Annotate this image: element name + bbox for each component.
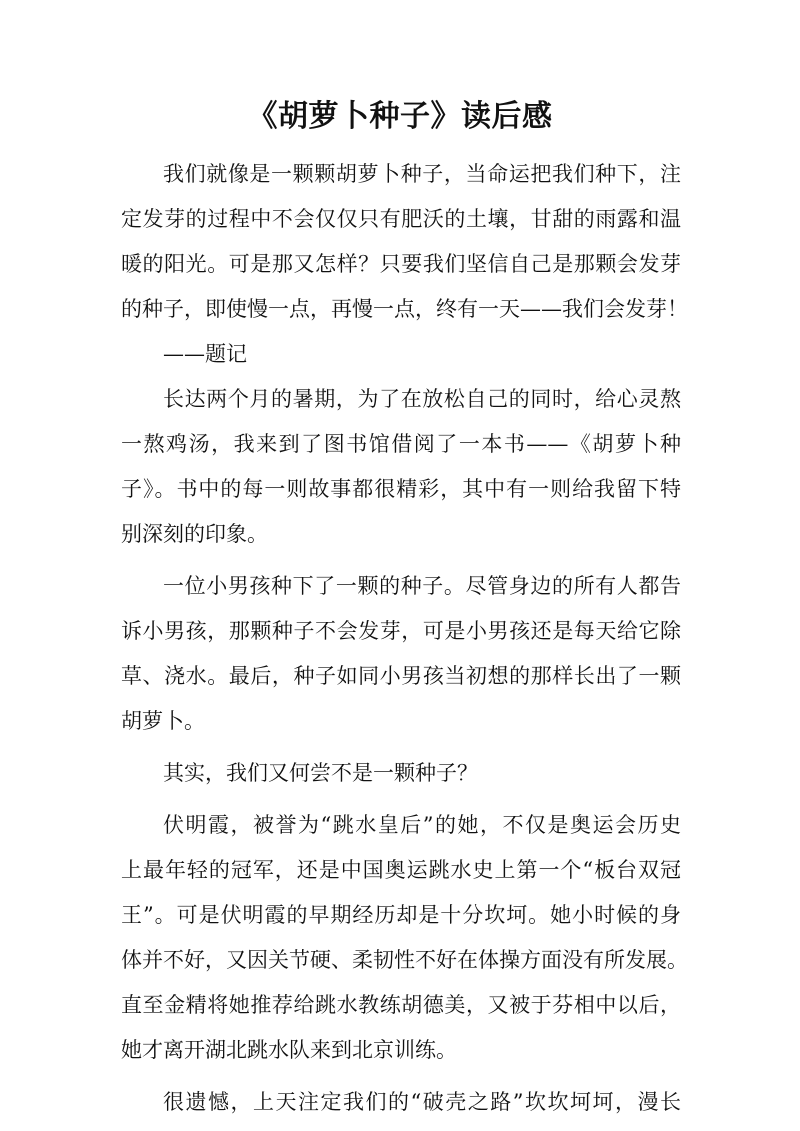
- epigraph-attribution: ——题记: [163, 342, 247, 366]
- text-line: 一熬鸡汤，我来到了图书馆借阅了一本书——《胡萝卜种: [121, 432, 681, 456]
- text-line: 草、浇水。最后，种子如同小男孩当初想的那样长出了一颗: [121, 664, 681, 688]
- text-line: 别深刻的印象。: [121, 522, 268, 546]
- text-line: 定发芽的过程中不会仅仅只有肥沃的土壤，甘甜的雨露和温: [121, 207, 681, 231]
- text-line: 子》。书中的每一则故事都很精彩，其中有一则给我留下特: [121, 477, 681, 501]
- text-line: 诉小男孩，那颗种子不会发芽，可是小男孩还是每天给它除: [121, 619, 681, 643]
- document-title: 《胡萝卜种子》读后感: [247, 99, 553, 134]
- text-line: 我们就像是一颗颗胡萝卜种子，当命运把我们种下，注: [163, 162, 681, 186]
- text-line: 上最年轻的冠军，还是中国奥运跳水史上第一个“板台双冠: [121, 858, 681, 882]
- text-line: 一位小男孩种下了一颗的种子。尽管身边的所有人都告: [163, 574, 681, 598]
- document-body: [121, 152, 688, 1125]
- text-line: 胡萝卜。: [121, 709, 205, 733]
- text-line: 直至金精将她推荐给跳水教练胡德美，又被于芬相中以后，: [121, 993, 681, 1017]
- text-line: 体并不好，又因关节硬、柔韧性不好在体操方面没有所发展。: [121, 948, 688, 972]
- text-line: 很遗憾，上天注定我们的“破壳之路”坎坎坷坷，漫长: [163, 1090, 681, 1114]
- text-line: 伏明霞，被誉为“跳水皇后”的她，不仅是奥运会历史: [163, 813, 681, 837]
- text-line: 王”。可是伏明霞的早期经历却是十分坎坷。她小时候的身: [121, 903, 681, 927]
- text-line: 长达两个月的暑期，为了在放松自己的同时，给心灵熬: [163, 387, 681, 411]
- text-line: 她才离开湖北跳水队来到北京训练。: [121, 1038, 457, 1062]
- text-line: 暖的阳光。可是那又怎样？只要我们坚信自己是那颗会发芽: [121, 252, 681, 276]
- text-line: 其实，我们又何尝不是一颗种子？: [163, 761, 478, 785]
- text-line: 的种子，即使慢一点，再慢一点，终有一天——我们会发芽！: [121, 297, 688, 321]
